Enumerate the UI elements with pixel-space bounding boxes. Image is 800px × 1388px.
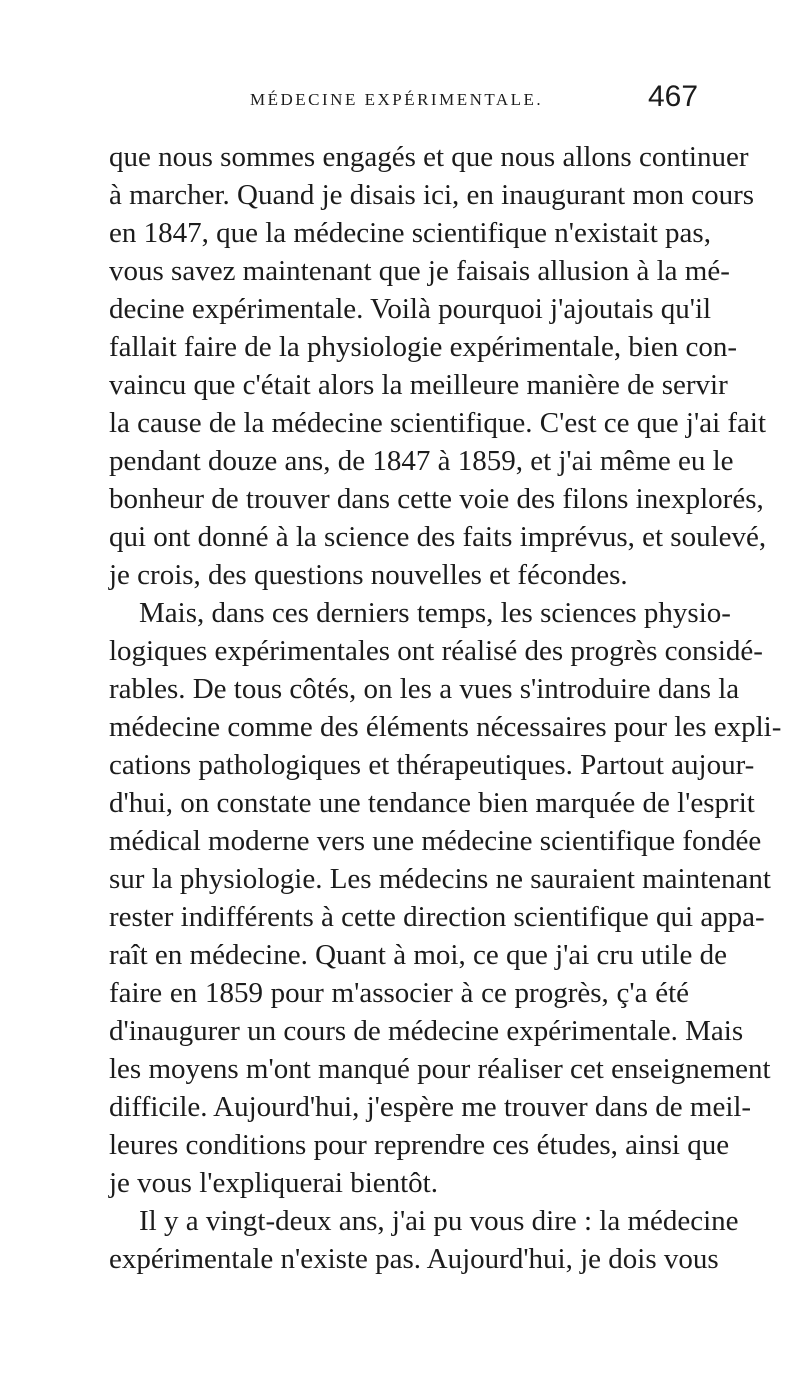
text-line: je vous l'expliquerai bientôt. [109, 1167, 438, 1199]
text-line: pendant douze ans, de 1847 à 1859, et j'ai même eu le [109, 445, 734, 477]
text-line: médecine comme des éléments nécessaires pour les expli- [109, 711, 782, 743]
text-line: médical moderne vers une médecine scientifique fondée [109, 825, 762, 857]
running-head: MÉDECINE EXPÉRIMENTALE. [250, 90, 544, 109]
text-line: bonheur de trouver dans cette voie des filons inexplorés, [109, 483, 764, 515]
paragraph-start: Il y a vingt-deux ans, j'ai pu vous dire : la médecine [139, 1205, 739, 1237]
text-line: vous savez maintenant que je faisais allusion à la mé- [109, 255, 730, 287]
text-line: difficile. Aujourd'hui, j'espère me trouver dans de meil- [109, 1091, 752, 1123]
text-line: raît en médecine. Quant à moi, ce que j'ai cru utile de [109, 939, 727, 971]
text-line: leures conditions pour reprendre ces études, ainsi que [109, 1129, 730, 1161]
text-line: logiques expérimentales ont réalisé des progrès considé- [109, 635, 763, 667]
text-line: rester indifférents à cette direction scientifique qui appa- [109, 901, 765, 933]
text-line: sur la physiologie. Les médecins ne sauraient maintenant [109, 863, 771, 895]
text-line: rables. De tous côtés, on les a vues s'introduire dans la [109, 673, 740, 705]
text-line: qui ont donné à la science des faits imprévus, et soulevé, [109, 521, 767, 553]
text-line: cations pathologiques et thérapeutiques. Partout aujour- [109, 749, 755, 781]
text-line: d'hui, on constate une tendance bien marquée de l'esprit [109, 787, 755, 819]
text-line: les moyens m'ont manqué pour réaliser cet enseignement [109, 1053, 771, 1085]
text-line: la cause de la médecine scientifique. C'est ce que j'ai fait [109, 407, 767, 439]
text-line: decine expérimentale. Voilà pourquoi j'ajoutais qu'il [109, 293, 712, 325]
text-line: à marcher. Quand je disais ici, en inaugurant mon cours [109, 179, 755, 211]
text-line: je crois, des questions nouvelles et fécondes. [109, 559, 628, 591]
text-line: vaincu que c'était alors la meilleure manière de servir [109, 369, 728, 401]
text-line: expérimentale n'existe pas. Aujourd'hui, je dois vous [109, 1243, 719, 1275]
text-line: faire en 1859 pour m'associer à ce progrès, ç'a été [109, 977, 689, 1009]
paragraph-start: Mais, dans ces derniers temps, les sciences physio- [139, 597, 731, 629]
text-line: en 1847, que la médecine scientifique n'existait pas, [109, 217, 711, 249]
text-line: fallait faire de la physiologie expérimentale, bien con- [109, 331, 738, 363]
text-line: que nous sommes engagés et que nous allons continuer [109, 141, 749, 173]
text-line: d'inaugurer un cours de médecine expérimentale. Mais [109, 1015, 744, 1047]
page-number: 467 [648, 80, 699, 113]
